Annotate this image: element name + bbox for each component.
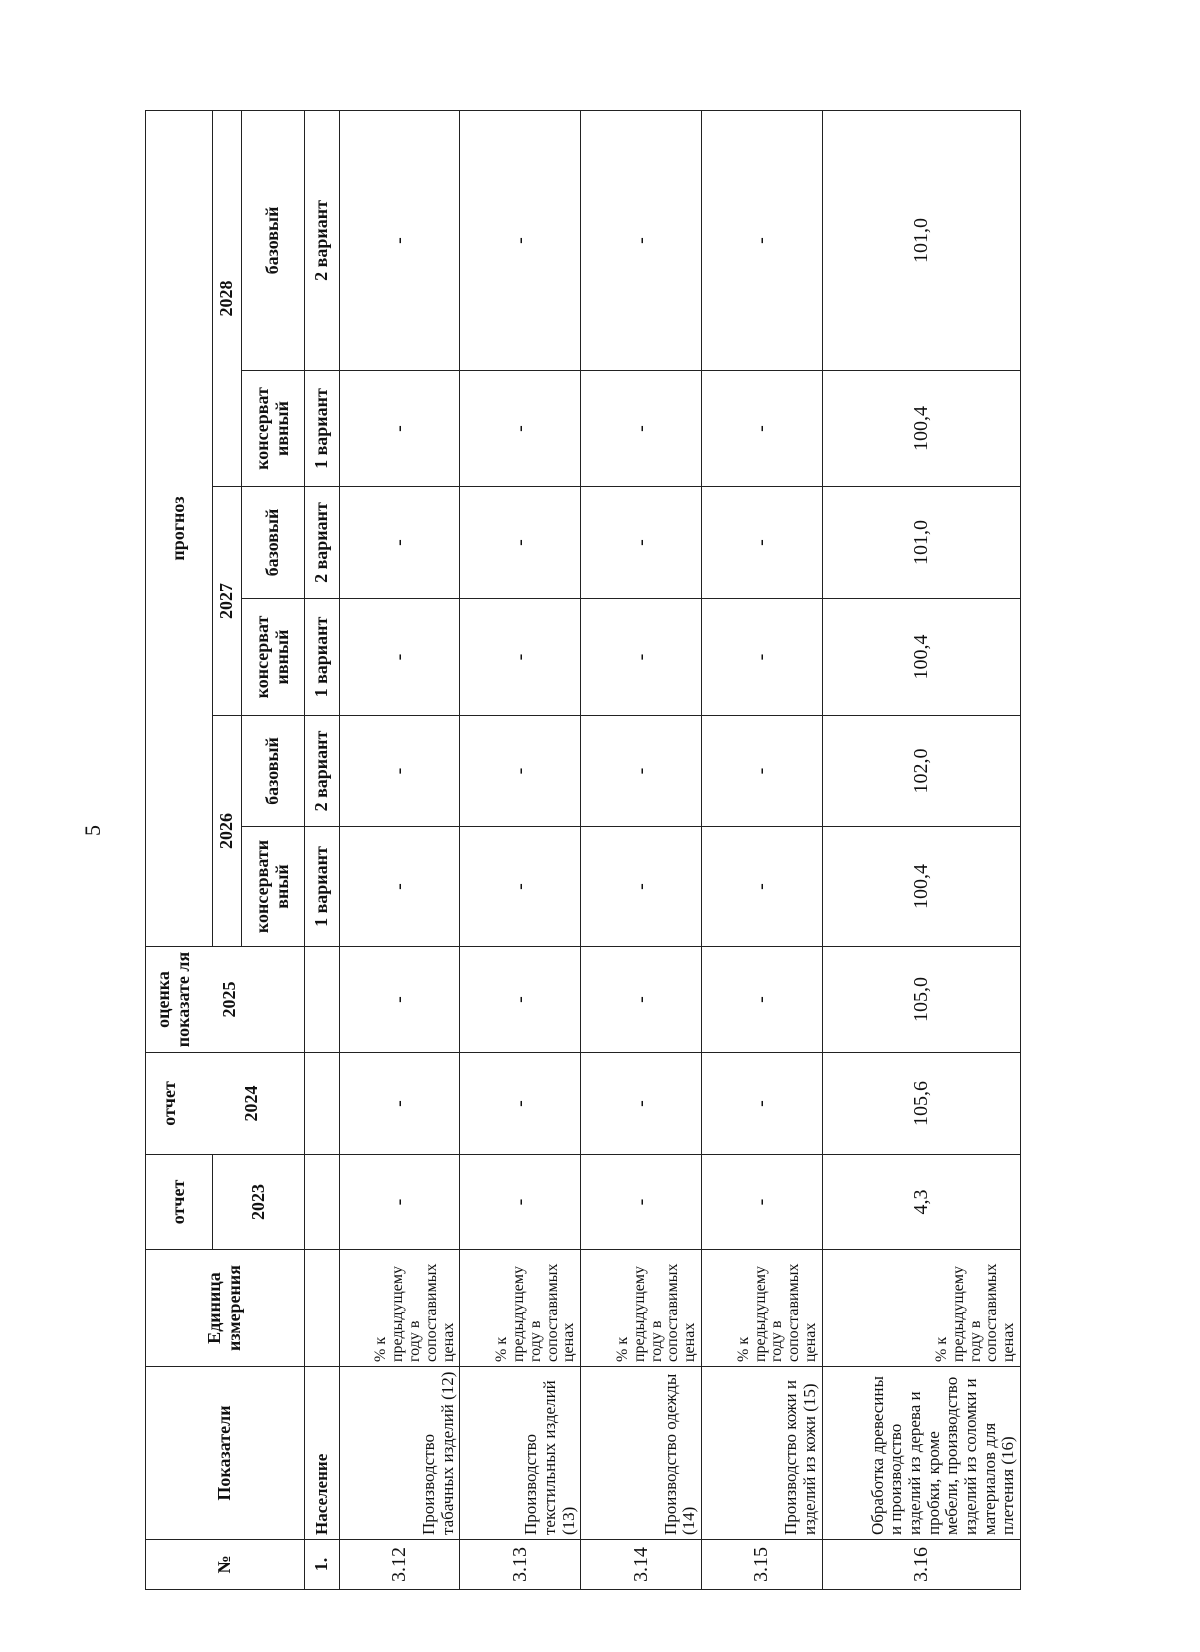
value-2028-base: - [339,110,460,370]
empty-cell [304,1155,339,1250]
header-report-2023: отчет [146,1155,213,1250]
page-number: 5 [80,825,105,836]
row-no: 3.12 [339,1540,460,1590]
table-row [822,110,1020,1589]
value-2026-base: - [581,716,702,827]
value-2027-base: - [702,487,823,599]
row-unit: % к предыдущему году в сопоставимых ценах [702,1250,823,1367]
value-2023: 4,3 [822,1155,1020,1250]
row-no: 3.13 [460,1540,581,1590]
value-2023: - [339,1155,460,1250]
header-report-2024 [146,1053,305,1155]
row-name: Производство текстильных изделий (13) [460,1367,581,1540]
row-unit: % к предыдущему году в сопоставимых ценах [581,1250,702,1367]
value-2027-base: - [460,487,581,599]
value-2026-conservative: - [702,827,823,947]
header-variant2-2027: 2 вариант [304,487,339,599]
table-row [581,110,702,1589]
table-row [702,110,823,1589]
value-2027-conservative: - [339,599,460,716]
value-2025: - [339,947,460,1053]
header-year-2026: 2026 [213,716,241,947]
value-2028-base: - [702,110,823,370]
header-unit: Единица измерения [146,1250,305,1367]
value-2023: - [581,1155,702,1250]
empty-cell [304,947,339,1053]
value-2027-conservative: 100,4 [822,599,1020,716]
value-2025: 105,0 [822,947,1020,1053]
value-2027-base: - [339,487,460,599]
row-unit: % к предыдущему году в сопоставимых ценах [339,1250,460,1367]
section-name: Население [304,1367,339,1540]
value-2026-conservative: - [581,827,702,947]
value-2024: - [581,1053,702,1155]
value-2024: - [702,1053,823,1155]
header-indicators: Показатели [146,1367,305,1540]
row-no: 3.14 [581,1540,702,1590]
value-2026-conservative: 100,4 [822,827,1020,947]
value-2028-conservative: - [581,371,702,487]
forecast-table [145,110,1021,1590]
value-2028-conservative: - [339,371,460,487]
row-no: 3.15 [702,1540,823,1590]
header-variant2-2028: 2 вариант [304,110,339,370]
row-name: Обработка древесины и производство изделий из дерева и пробки, кроме мебели, производство изделий из соломки и материалов для плетения (16) [822,1367,1020,1540]
header-variant1-2027: 1 вариант [304,599,339,716]
value-2027-conservative: - [581,599,702,716]
table-row [339,110,460,1589]
header-variant2-2026: 2 вариант [304,716,339,827]
header-year-2023: 2023 [213,1155,304,1250]
value-2027-base: - [581,487,702,599]
header-year-2028: 2028 [213,110,241,486]
header-year-2024: 2024 [240,1085,261,1122]
value-2026-conservative: - [460,827,581,947]
header-year-2025: 2025 [218,981,239,1018]
value-2027-conservative: - [702,599,823,716]
value-2028-conservative: - [460,371,581,487]
value-2027-conservative: - [460,599,581,716]
header-base-2026: базовый [241,716,304,827]
empty-cell [304,1053,339,1155]
value-2028-base: - [581,110,702,370]
section-no: 1. [304,1540,339,1590]
header-estimate-2025 [146,947,305,1053]
header-base-2028: базовый [241,110,304,370]
value-2028-conservative: 100,4 [822,371,1020,487]
value-2028-base: 101,0 [822,110,1020,370]
value-2028-base: - [460,110,581,370]
value-2026-base: - [702,716,823,827]
value-2025: - [460,947,581,1053]
value-2024: 105,6 [822,1053,1020,1155]
header-conservative-2027: консерват ивный [241,599,304,716]
header-conservative-2028: консерват ивный [241,371,304,487]
empty-cell [304,1250,339,1367]
header-variant1-2026: 1 вариант [304,827,339,947]
row-name: Производство одежды (14) [581,1367,702,1540]
row-unit: % к предыдущему году в сопоставимых ценах [460,1250,581,1367]
value-2026-base: - [460,716,581,827]
value-2025: - [702,947,823,1053]
value-2027-base: 101,0 [822,487,1020,599]
header-forecast: прогноз [146,110,213,946]
header-year-2027: 2027 [213,487,241,716]
value-2026-base: 102,0 [822,716,1020,827]
header-estimate-label: оценка показате ля [153,951,193,1048]
header-report-label: отчет [159,1081,179,1126]
value-2026-base: - [339,716,460,827]
header-base-2027: базовый [241,487,304,599]
value-2024: - [460,1053,581,1155]
row-no: 3.16 [822,1540,1020,1590]
row-name: Производство кожи и изделий из кожи (15) [702,1367,823,1540]
row-name: Производство табачных изделий (12) [339,1367,460,1540]
value-2025: - [581,947,702,1053]
value-2028-conservative: - [702,371,823,487]
value-2024: - [339,1053,460,1155]
row-unit: % к предыдущему году в сопоставимых ценах [822,1250,1020,1367]
value-2023: - [460,1155,581,1250]
header-variant1-2028: 1 вариант [304,371,339,487]
value-2026-conservative: - [339,827,460,947]
header-no: № [146,1540,305,1590]
table-row [460,110,581,1589]
header-conservative-2026: консервати вный [241,827,304,947]
value-2023: - [702,1155,823,1250]
